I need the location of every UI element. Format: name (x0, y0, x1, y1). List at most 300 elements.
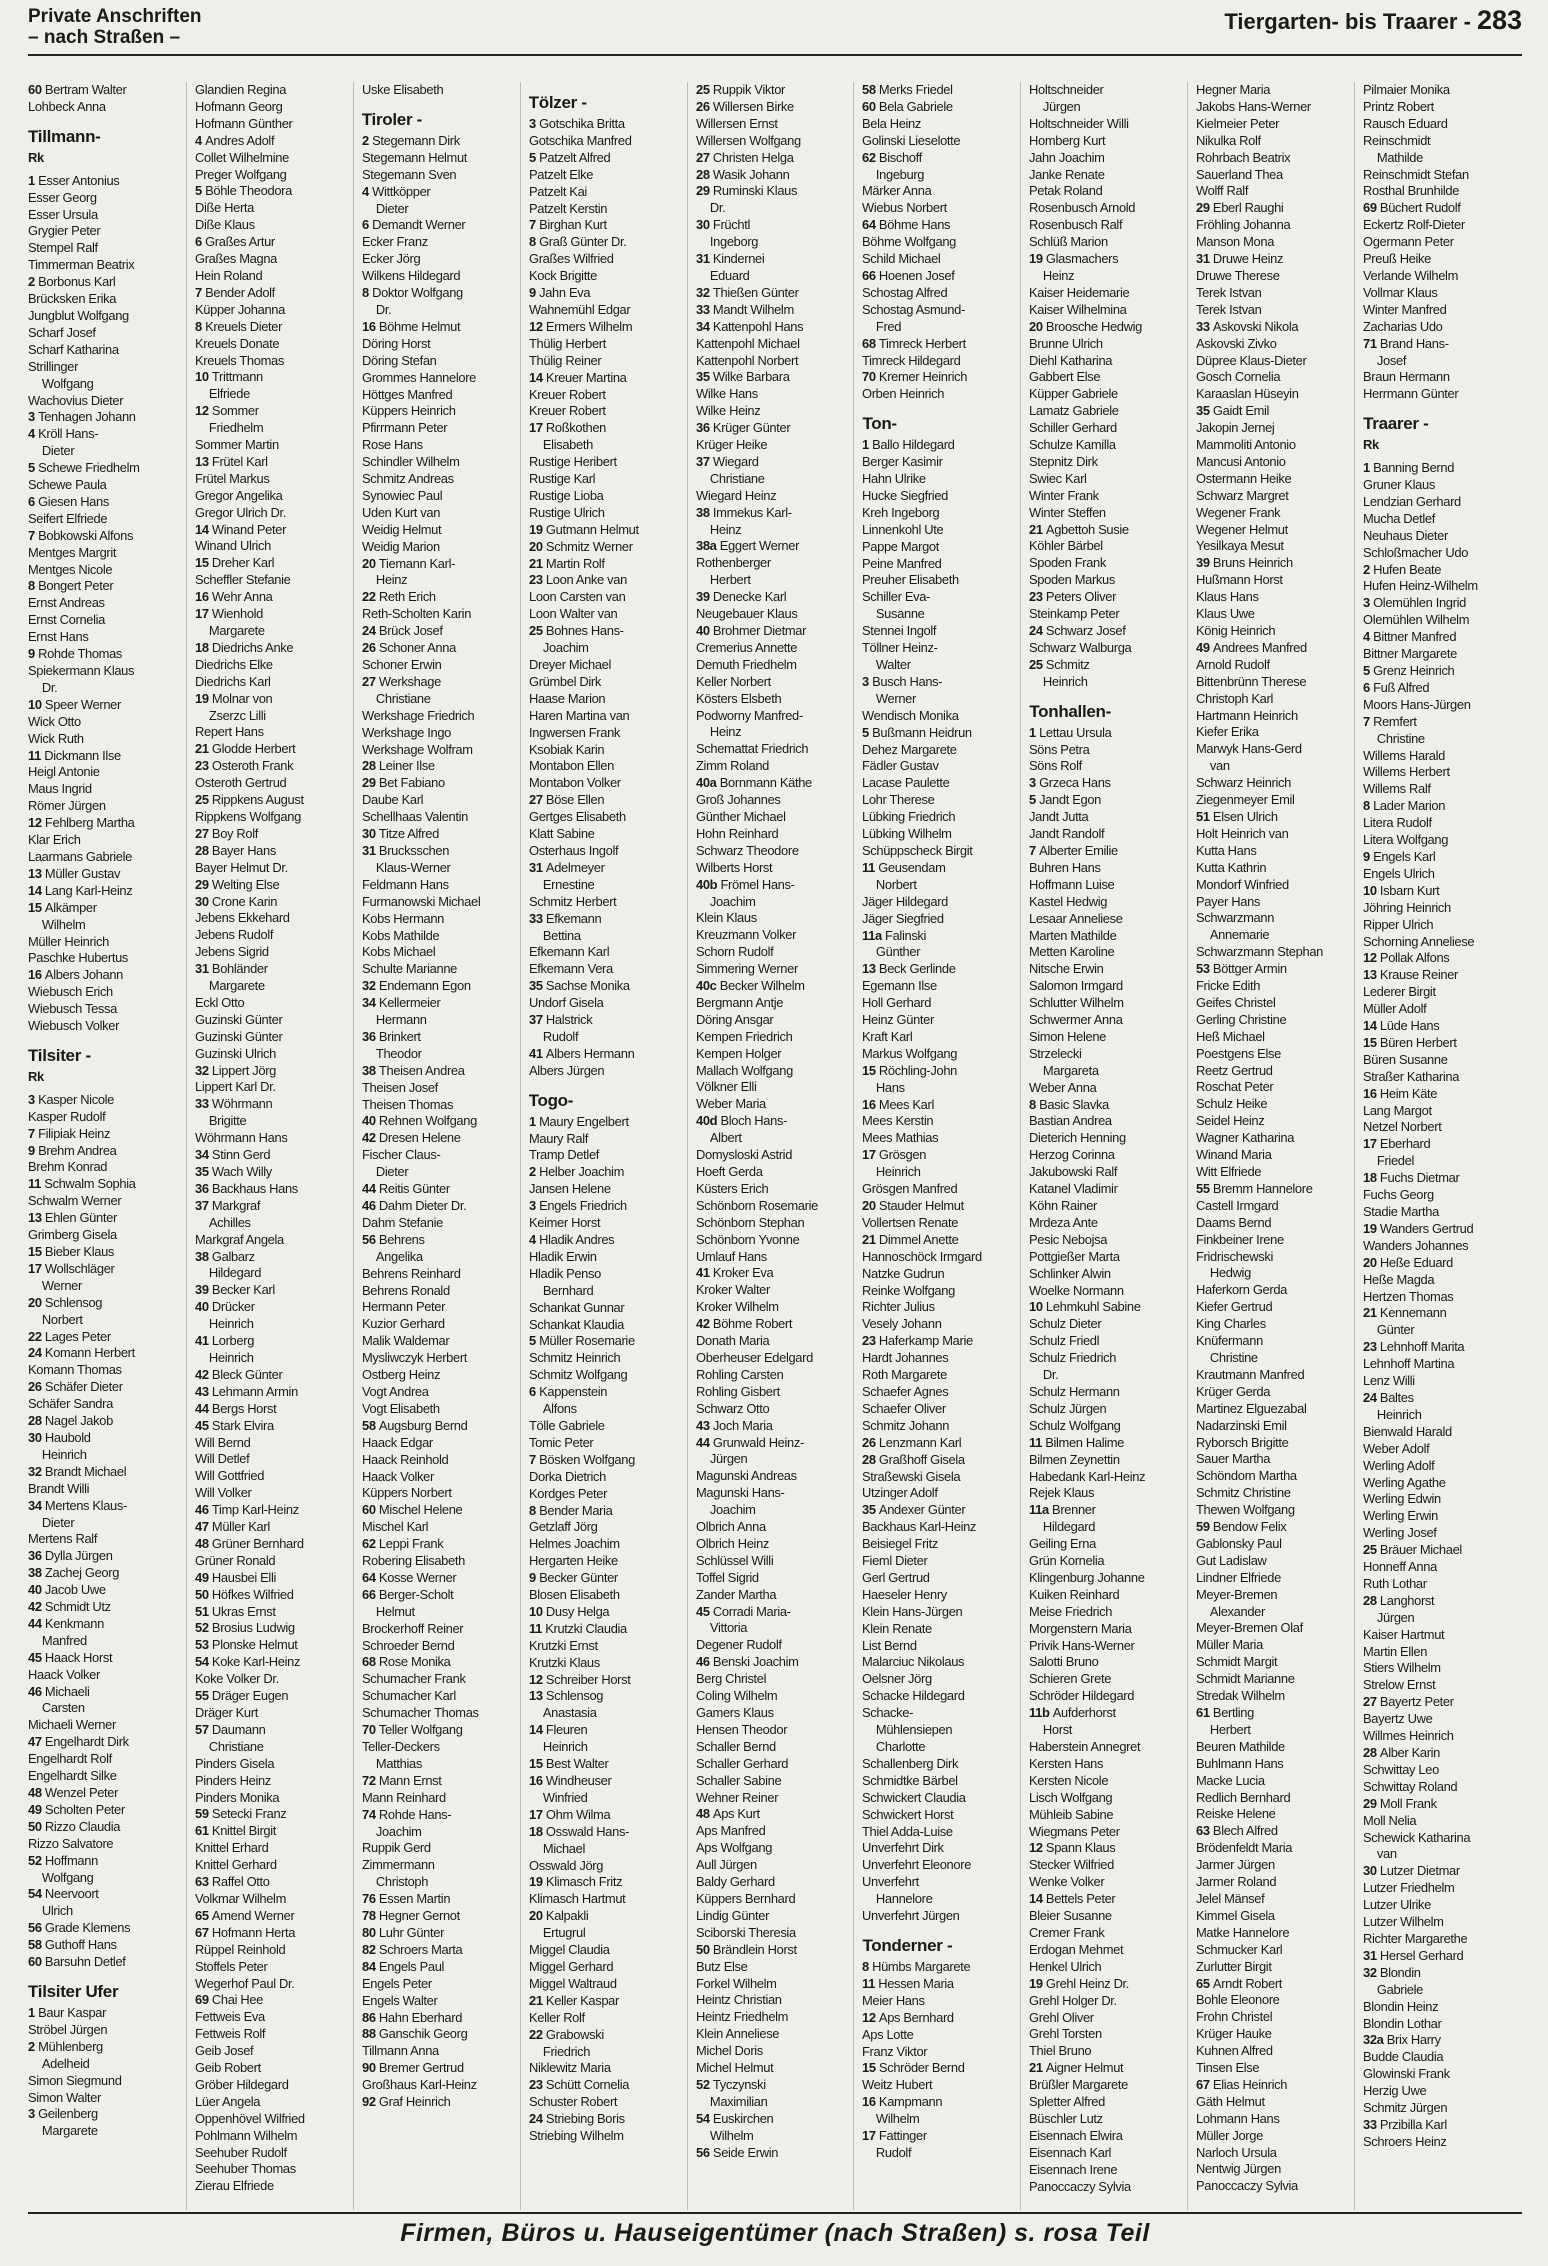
house-number: 34 (695, 318, 713, 334)
resident-entry: Reetz Gertrud (1196, 1062, 1273, 1078)
resident-entry: 31 Kindernei (695, 251, 764, 267)
resident-entry: Bilmen Zeynettin (1029, 1451, 1121, 1467)
resident-entry: Jebens Sigrid (194, 944, 269, 960)
resident-entry: 15 Dreher Karl (194, 555, 275, 571)
resident-entry: Ernst Andreas (28, 595, 105, 611)
house-number: 22 (528, 2026, 546, 2042)
house-number: 3 (28, 2106, 39, 2122)
house-number: 38 (194, 1248, 212, 1264)
resident-entry: Jöhring Heinrich (1363, 899, 1451, 915)
resident-name-continuation: Christine (1210, 1349, 1259, 1365)
resident-entry: Küppers Bernhard (695, 1890, 795, 1906)
resident-entry: 65 Arndt Robert (1196, 1975, 1283, 1991)
house-number: 46 (28, 1683, 45, 1699)
house-number: 48 (28, 1785, 45, 1800)
resident-entry: Wiebus Norbert (862, 200, 948, 216)
resident-entry: Werling Adolf (1363, 1457, 1435, 1473)
resident-entry: Willmes Heinrich (1363, 1728, 1454, 1744)
resident-entry: Timmerman Beatrix (28, 257, 135, 273)
house-number: 9 (28, 1142, 39, 1158)
resident-entry: 6 Fuß Alfred (1363, 679, 1430, 695)
resident-entry: 7 Bobkowski Alfons (28, 527, 134, 543)
house-number: 69 (1363, 200, 1381, 216)
house-number: 9 (528, 285, 539, 301)
resident-entry: Haren Martina van (528, 707, 630, 723)
house-number: 6 (1363, 679, 1374, 695)
resident-entry: 35 Andexer Günter (862, 1502, 966, 1518)
resident-entry: 30 Crone Karin (194, 893, 277, 909)
resident-entry: Schüppscheck Birgit (862, 842, 973, 858)
resident-entry: Guzinski Günter (194, 1028, 283, 1044)
resident-name-continuation: Theodor (375, 1045, 422, 1061)
resident-name-continuation: Josef (1377, 352, 1407, 368)
resident-name-continuation: Ernestine (542, 876, 595, 892)
resident-entry: Collet Wilhelmine (194, 149, 289, 165)
resident-entry: Schoner Erwin (361, 657, 442, 672)
resident-entry: Woelke Normann (1029, 1282, 1125, 1298)
resident-entry: 21 Kennemann (1363, 1305, 1447, 1321)
resident-entry: Wiebusch Volker (28, 1018, 120, 1034)
resident-entry: Rosthal Brunhilde (1363, 183, 1460, 199)
resident-entry: Spoden Frank (1029, 555, 1107, 571)
resident-entry: 44 Reitis Günter (361, 1181, 450, 1197)
resident-entry: 12 Spann Klaus (1029, 1840, 1116, 1856)
resident-entry: Kempen Friedrich (695, 1028, 792, 1044)
district-code: Rk (28, 1068, 44, 1084)
resident-entry: Schäfer Sandra (28, 1396, 113, 1412)
resident-name-continuation: Joachim (709, 1502, 756, 1518)
resident-entry: Simon Siegmund (28, 2072, 122, 2088)
resident-entry: 11 Hessen Maria (862, 1975, 955, 1991)
house-number: 69 (194, 1992, 212, 2008)
house-number: 39 (695, 589, 713, 605)
resident-entry: Straßer Katharina (1363, 1068, 1460, 1084)
resident-entry: 20 Schlensog (28, 1294, 103, 1310)
resident-entry: Ernst Hans (28, 629, 89, 645)
house-number: 80 (361, 1924, 379, 1940)
resident-entry: Schöndorn Martha (1196, 1468, 1297, 1484)
resident-entry: Schmitz Jürgen (1363, 2100, 1448, 2116)
resident-entry: Küppers Heinrich (361, 403, 456, 419)
resident-name-continuation: Elfriede (208, 386, 250, 402)
resident-name-continuation: Werner (41, 1277, 82, 1293)
resident-entry: Dreyer Michael (528, 657, 611, 672)
resident-entry: 17 Grösgen (862, 1147, 927, 1163)
resident-entry: 58 Augsburg Bernd (361, 1417, 468, 1433)
house-number: 27 (528, 792, 546, 808)
resident-entry: Hucke Siegfried (862, 487, 949, 503)
resident-name-continuation: Charlotte (876, 1739, 926, 1754)
resident-entry: 65 Amend Werner (194, 1907, 295, 1923)
resident-entry: Gerling Christine (1196, 1011, 1287, 1027)
house-number: 13 (28, 1210, 45, 1226)
resident-entry: 22 Lages Peter (28, 1328, 111, 1344)
house-number: 18 (194, 639, 212, 655)
resident-entry: Glandien Regina (194, 82, 286, 97)
resident-entry: Grimberg Gisela (28, 1227, 117, 1243)
resident-entry: Sauer Martha (1196, 1451, 1271, 1467)
resident-entry: Schmitz Christine (1196, 1485, 1291, 1501)
resident-entry: Ogermann Peter (1363, 234, 1454, 250)
resident-entry: 21 Agbettoh Susie (1029, 521, 1130, 537)
resident-entry: Hohn Reinhard (695, 825, 778, 841)
resident-entry: 20 Tiemann Karl- (361, 555, 455, 571)
resident-entry: 7 Bender Adolf (194, 284, 275, 300)
resident-entry: Lederer Birgit (1363, 984, 1436, 1000)
resident-entry: König Heinrich (1196, 623, 1276, 638)
resident-entry: 20 Heße Eduard (1363, 1254, 1454, 1270)
house-number: 8 (361, 285, 372, 301)
resident-entry: Lehnhoff Martina (1363, 1356, 1455, 1372)
house-number: 11 (528, 1620, 545, 1636)
resident-entry: Albers Jürgen (528, 1062, 604, 1078)
resident-entry: Ostberg Heinz (361, 1367, 440, 1383)
resident-entry: Eckl Otto (194, 994, 245, 1010)
resident-entry: 19 Grehl Heinz Dr. (1029, 1975, 1130, 1991)
house-number: 1 (1029, 724, 1040, 740)
resident-entry: Fröhling Johanna (1196, 217, 1291, 233)
resident-name-continuation: Dr. (709, 200, 725, 216)
resident-entry: 8 Doktor Wolfgang (361, 285, 463, 301)
resident-entry: 24 Baltes (1363, 1389, 1414, 1405)
house-number: 22 (28, 1328, 45, 1344)
house-number: 70 (361, 1722, 379, 1738)
resident-entry: 26 Schoner Anna (361, 640, 456, 656)
resident-entry: 13 Krause Reiner (1363, 967, 1459, 983)
resident-entry: Holt Heinrich van (1196, 825, 1289, 841)
resident-entry: 14 Lüde Hans (1363, 1018, 1440, 1034)
resident-entry: Pfirrmann Peter (361, 420, 448, 436)
resident-entry: Manson Mona (1196, 234, 1275, 250)
resident-entry: Loon Walter van (528, 606, 618, 622)
house-number: 17 (862, 1147, 880, 1163)
house-number: 34 (28, 1497, 45, 1513)
resident-entry: 29 Moll Frank (1363, 1795, 1437, 1811)
resident-entry: Günther Michael (695, 808, 786, 824)
resident-entry: 32 Thießen Günter (695, 284, 799, 300)
resident-entry: Kreuels Thomas (194, 352, 284, 368)
resident-entry: Mondorf Winfried (1196, 876, 1290, 892)
resident-entry: Scharf Josef (28, 324, 96, 340)
resident-entry: Hertzen Thomas (1363, 1288, 1454, 1304)
resident-entry: Pilmaier Monika (1363, 82, 1450, 97)
resident-entry: Miggel Gerhard (528, 1958, 613, 1974)
resident-entry: 10 Speer Werner (28, 696, 121, 712)
house-number: 34 (194, 1147, 212, 1163)
resident-entry: Großhaus Karl-Heinz (361, 2077, 477, 2093)
resident-entry: Müller Jorge (1196, 2127, 1264, 2143)
resident-entry: 27 Werkshage (361, 673, 441, 689)
resident-entry: Schmidt Margit (1196, 1654, 1278, 1670)
house-number: 13 (1363, 967, 1381, 983)
resident-entry: Schwarz Heinrich (1196, 775, 1292, 791)
house-number: 30 (1363, 1863, 1381, 1879)
resident-entry: 13 Frütel Karl (194, 453, 268, 469)
resident-entry: 71 Brand Hans- (1363, 335, 1449, 351)
resident-entry: Seidel Heinz (1196, 1113, 1265, 1129)
resident-entry: 7 Alberter Emilie (1029, 842, 1119, 858)
resident-entry: 28 Leiner Ilse (361, 758, 435, 774)
resident-entry: 62 Leppi Frank (361, 1536, 444, 1552)
resident-entry: 58 Guthoff Hans (28, 1937, 117, 1953)
resident-entry: Kobs Hermann (361, 910, 444, 926)
resident-entry: Wahnemühl Edgar (528, 301, 630, 317)
house-number: 40b (695, 876, 721, 892)
resident-entry: 19 Gutmann Helmut (528, 521, 639, 537)
resident-entry: Gröber Hildegard (194, 2076, 289, 2092)
house-number: 47 (28, 1734, 45, 1750)
resident-entry: Klar Erich (28, 832, 81, 848)
resident-name-continuation: Günther (876, 944, 921, 960)
resident-entry: Jelel Mänsef (1196, 1890, 1265, 1906)
house-number: 44 (28, 1615, 45, 1631)
resident-entry: Lamatz Gabriele (1029, 403, 1119, 419)
resident-name-continuation: Wilhelm (876, 2111, 920, 2127)
house-number: 15 (194, 555, 212, 571)
resident-entry: 33 Przibilla Karl (1363, 2116, 1447, 2132)
resident-entry: Esser Ursula (28, 206, 98, 222)
house-number: 54 (695, 2110, 713, 2126)
resident-entry: 12 Pollak Alfons (1363, 950, 1450, 966)
resident-entry: Schwalm Werner (28, 1193, 122, 1209)
resident-entry: Wilberts Horst (695, 859, 772, 875)
house-number: 23 (1363, 1339, 1381, 1355)
resident-entry: Osswald Jörg (528, 1857, 603, 1873)
resident-entry: 12 Sommer (194, 403, 259, 419)
resident-entry: Jansen Helene (528, 1181, 611, 1197)
resident-name-continuation: Ingeborg (709, 234, 758, 250)
house-number: 11a (862, 927, 886, 943)
resident-entry: Gut Ladislaw (1196, 1552, 1267, 1568)
resident-entry: Homberg Kurt (1029, 132, 1106, 148)
resident-name-continuation: Heinrich (208, 1316, 254, 1332)
resident-entry: 9 Becker Günter (528, 1570, 618, 1586)
resident-entry: Osterhaus Ingolf (528, 842, 618, 858)
house-number: 38 (28, 1565, 45, 1581)
resident-entry: Schumacher Frank (361, 1671, 466, 1687)
resident-entry: Neuhaus Dieter (1363, 527, 1449, 543)
resident-entry: Schlüssel Willi (695, 1552, 773, 1568)
resident-entry: Schindler Wilhelm (361, 454, 460, 470)
resident-entry: 38a Eggert Werner (695, 538, 799, 554)
house-number: 25 (695, 82, 713, 97)
resident-entry: Hofmann Günther (194, 115, 293, 131)
resident-entry: Glowinski Frank (1363, 2066, 1450, 2082)
resident-entry: Grygier Peter (28, 223, 101, 239)
resident-entry: Schaller Bernd (695, 1738, 776, 1754)
resident-entry: 39 Becker Karl (194, 1282, 275, 1298)
house-number: 13 (528, 1688, 546, 1704)
house-number: 5 (1363, 663, 1374, 678)
house-number: 14 (1363, 1018, 1381, 1034)
resident-entry: 25 Bohnes Hans- (528, 623, 624, 639)
resident-entry: 39 Denecke Karl (695, 589, 786, 605)
resident-name-continuation: Walter (876, 657, 912, 672)
resident-name-continuation: Hans (876, 1079, 906, 1095)
resident-entry: Egemann Ilse (862, 978, 938, 994)
house-number: 4 (1363, 629, 1374, 645)
house-number: 60 (862, 98, 880, 114)
resident-entry: Jahn Joachim (1029, 149, 1105, 165)
resident-entry: Robering Elisabeth (361, 1553, 465, 1569)
house-number: 10 (528, 1603, 546, 1619)
resident-entry: Efkemann Vera (528, 961, 613, 977)
resident-entry: Arnold Rudolf (1196, 656, 1270, 672)
resident-entry: 68 Timreck Herbert (862, 335, 967, 351)
resident-entry: 40 Rehnen Wolfgang (361, 1113, 477, 1129)
resident-entry: Heinz Günter (862, 1012, 935, 1028)
resident-entry: 8 Bender Maria (528, 1502, 613, 1518)
resident-name-continuation: Heinrich (1377, 1406, 1422, 1422)
resident-entry: Jakopin Jernej (1196, 420, 1275, 436)
resident-entry: 29 Eberl Raughi (1196, 200, 1284, 216)
house-number: 63 (194, 1874, 212, 1890)
resident-entry: Holtschneider Willi (1029, 115, 1130, 131)
house-number: 10 (1363, 882, 1381, 898)
resident-name-continuation: Margareta (1043, 1062, 1100, 1078)
resident-entry: Ernst Cornelia (28, 612, 106, 628)
resident-entry: Schorning Anneliese (1363, 933, 1475, 949)
resident-entry: Schiller Gerhard (1029, 420, 1118, 436)
house-number: 42 (194, 1366, 212, 1382)
resident-entry: 31 Hersel Gerhard (1363, 1947, 1464, 1963)
resident-entry: Schaller Gerhard (695, 1755, 788, 1771)
resident-entry: 44 Kenkmann (28, 1615, 104, 1631)
house-number: 22 (361, 589, 379, 605)
resident-name-continuation: Friedhelm (208, 420, 264, 436)
resident-entry: Kielmeier Peter (1196, 115, 1280, 131)
directory-column-1 (28, 82, 187, 2210)
house-number: 36 (194, 1180, 212, 1196)
resident-entry: 40d Bloch Hans- (695, 1113, 787, 1129)
resident-entry: 12 Schreiber Horst (528, 1671, 631, 1687)
house-number: 14 (1029, 1891, 1047, 1907)
resident-entry: Preger Wolfgang (194, 166, 287, 182)
resident-entry: Schwarz Theodore (695, 842, 799, 858)
house-number: 31 (361, 842, 379, 858)
resident-entry: Kuhnen Alfred (1196, 2043, 1273, 2059)
resident-entry: Pappe Margot (862, 538, 940, 554)
resident-entry: 8 Graß Günter Dr. (528, 234, 627, 250)
house-number: 11 (862, 1975, 879, 1991)
resident-entry: Michel Helmut (695, 2060, 773, 2076)
resident-entry: Roth Margarete (862, 1367, 948, 1383)
house-number: 56 (695, 2144, 713, 2160)
resident-entry: Schulz Friedl (1029, 1333, 1100, 1349)
house-number: 42 (361, 1130, 379, 1146)
resident-entry: Winter Frank (1029, 487, 1100, 503)
resident-entry: Zander Martha (695, 1586, 776, 1602)
resident-entry: Mucha Detlef (1363, 510, 1436, 526)
resident-entry: Timreck Hildegard (862, 352, 961, 368)
resident-entry: Terek Istvan (1196, 284, 1262, 300)
resident-entry: Stadie Martha (1363, 1204, 1440, 1219)
resident-entry: 37 Halstrick (528, 1012, 592, 1028)
house-number: 12 (528, 318, 546, 334)
resident-entry: Lutzer Wilhelm (1363, 1914, 1444, 1930)
resident-entry: Lutzer Friedhelm (1363, 1880, 1455, 1896)
resident-entry: Behrens Ronald (361, 1282, 450, 1298)
resident-entry: 32 Endemann Egon (361, 978, 471, 994)
resident-entry: Utzinger Adolf (862, 1485, 939, 1501)
resident-entry: 21 Keller Kaspar (528, 1992, 619, 2008)
house-number: 92 (361, 2094, 379, 2110)
resident-entry: Fieml Dieter (862, 1553, 928, 1569)
house-number: 36 (28, 1548, 45, 1564)
house-number: 65 (194, 1907, 212, 1923)
resident-entry: Schumacher Thomas (361, 1705, 479, 1721)
resident-name-continuation: Elisabeth (542, 437, 593, 453)
house-number: 64 (361, 1569, 379, 1585)
resident-entry: 60 Barsuhn Detlef (28, 1954, 126, 1970)
resident-entry: Mees Kerstin (862, 1113, 934, 1129)
resident-entry: Olbrich Anna (695, 1519, 766, 1535)
resident-entry: Sauerland Thea (1196, 166, 1284, 182)
resident-entry: Schild Michael (862, 251, 941, 267)
resident-entry: Schwermer Anna (1029, 1012, 1123, 1028)
house-number: 5 (1029, 792, 1040, 808)
district-code: Rk (28, 149, 44, 165)
resident-entry: Mentges Nicole (28, 561, 113, 577)
resident-entry: Donath Maria (695, 1333, 769, 1349)
resident-entry: 12 Fehlberg Martha (28, 815, 135, 831)
resident-entry: Grommes Hannelore (361, 369, 476, 385)
resident-entry: Berg Christel (695, 1671, 766, 1687)
resident-name-continuation: Angelika (375, 1248, 423, 1264)
house-number: 28 (28, 1413, 45, 1429)
resident-name-continuation: Bettina (542, 927, 581, 943)
house-number: 43 (695, 1417, 713, 1433)
resident-name-continuation: Joachim (709, 893, 756, 909)
resident-entry: 7 Filipiak Heinz (28, 1125, 111, 1141)
directory-columns (28, 82, 1522, 2210)
house-number: 2 (28, 2038, 39, 2054)
resident-entry: Schulz Hermann (1029, 1383, 1120, 1399)
resident-entry: Krüger Heike (695, 437, 767, 453)
resident-entry: Lippert Karl Dr. (194, 1079, 276, 1095)
house-number: 31 (1363, 1947, 1381, 1963)
house-number: 35 (528, 978, 546, 994)
resident-entry: Gruner Klaus (1363, 477, 1436, 493)
resident-entry: 36 Backhaus Hans (194, 1180, 298, 1196)
house-number: 38 (695, 504, 713, 520)
resident-entry: 40 Jacob Uwe (28, 1582, 106, 1598)
resident-entry: 90 Bremer Gertrud (361, 2060, 464, 2076)
resident-entry: Schönborn Rosemarie (695, 1197, 818, 1213)
house-number: 13 (28, 865, 45, 881)
resident-entry: Nadarzinski Emil (1196, 1417, 1287, 1433)
resident-entry: Hußmann Horst (1196, 572, 1283, 588)
resident-entry: Mrdeza Ante (1029, 1214, 1099, 1230)
resident-name-continuation: Adelheid (41, 2055, 90, 2071)
house-number: 14 (28, 882, 45, 898)
resident-entry: Klein Renate (862, 1620, 933, 1636)
resident-entry: Hufen Heinz-Wilhelm (1363, 578, 1478, 594)
directory-column-7 (1029, 82, 1188, 2210)
house-number: 8 (528, 234, 539, 250)
street-heading: Tilsiter - (28, 1045, 91, 1065)
resident-entry: Hergarten Heike (528, 1553, 618, 1569)
house-number: 5 (528, 1333, 539, 1349)
resident-entry: Rose Hans (361, 437, 423, 453)
house-number: 68 (361, 1654, 379, 1670)
resident-entry: Will Detlef (194, 1451, 250, 1467)
resident-entry: 2 Borbonus Karl (28, 274, 116, 290)
directory-column-9 (1363, 82, 1522, 2210)
resident-entry: Teller-Deckers (361, 1739, 440, 1754)
resident-entry: Fischer Claus- (361, 1147, 441, 1163)
resident-name-continuation: Gabriele (1377, 1981, 1424, 1997)
